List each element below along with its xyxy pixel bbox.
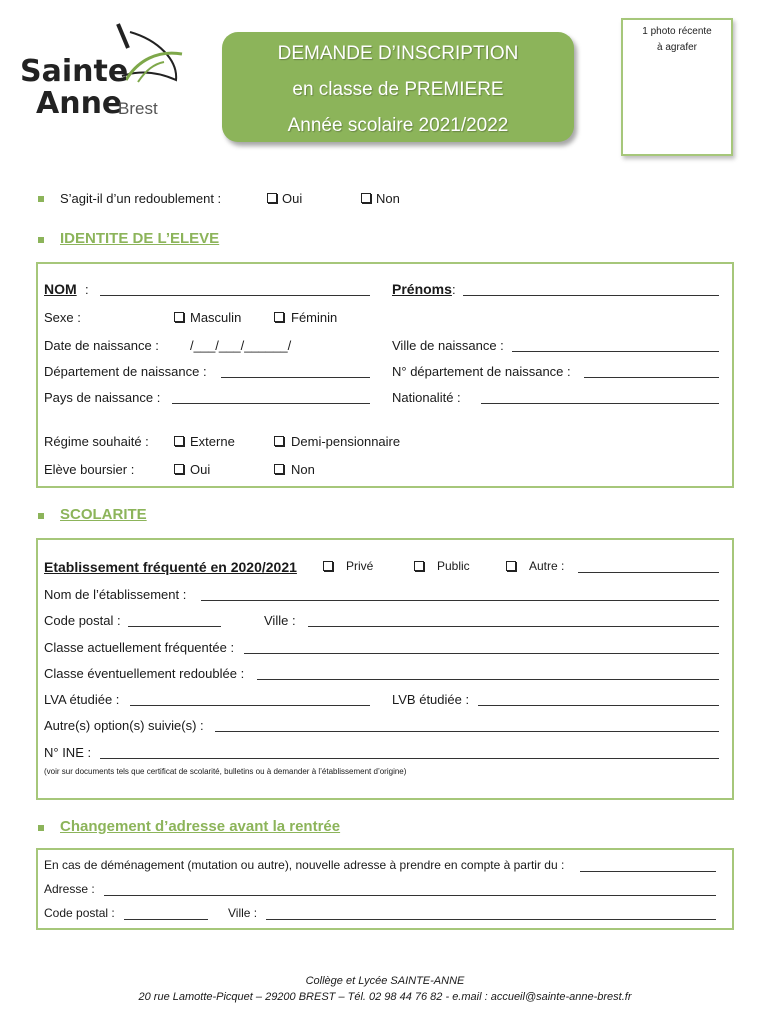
- school-logo: [18, 20, 188, 130]
- externe-checkbox[interactable]: [174, 436, 184, 446]
- logo-line1: Sainte: [20, 54, 129, 89]
- redoublement-non-checkbox[interactable]: [361, 193, 371, 203]
- prive-label: Privé: [346, 559, 374, 573]
- nom-colon: :: [85, 282, 89, 297]
- banner-line3: Année scolaire 2021/2022: [287, 115, 509, 136]
- demi-pension-label: Demi-pensionnaire: [291, 434, 401, 449]
- feminin-checkbox[interactable]: [274, 312, 284, 322]
- boursier-label: Elève boursier :: [44, 462, 135, 477]
- nom-etab-label: Nom de l’établissement :: [44, 587, 187, 602]
- feminin-label: Féminin: [291, 310, 338, 325]
- ville-field[interactable]: [308, 616, 719, 627]
- demi-pension-checkbox[interactable]: [274, 436, 284, 446]
- dept-naissance-field[interactable]: [221, 367, 370, 378]
- demenagement-label: En cas de déménagement (mutation ou autre), nouvelle adresse à prendre en compte à partir du :: [44, 858, 565, 872]
- redoublement-non-label: Non: [376, 191, 400, 206]
- ine-note: (voir sur documents tels que certificat de scolarité, bulletins ou à demander à l’établissement d’origine): [44, 767, 407, 776]
- redoublement-oui-label: Oui: [282, 191, 303, 206]
- regime-label: Régime souhaité :: [44, 434, 149, 449]
- nom-etab-field[interactable]: [201, 590, 719, 601]
- adresse-code-postal-label: Code postal :: [44, 906, 115, 920]
- code-postal-field[interactable]: [128, 616, 221, 627]
- nationalite-label: Nationalité :: [392, 390, 461, 405]
- identite-title: IDENTITE DE L’ELEVE: [60, 230, 220, 247]
- nom-label: NOM: [44, 281, 77, 297]
- autre-checkbox[interactable]: [506, 561, 516, 571]
- ville-naissance-field[interactable]: [512, 341, 719, 352]
- classe-actuelle-field[interactable]: [244, 643, 719, 654]
- boursier-oui-checkbox[interactable]: [174, 464, 184, 474]
- options-field[interactable]: [215, 721, 719, 732]
- redoublement-oui-checkbox[interactable]: [267, 193, 277, 203]
- masculin-label: Masculin: [190, 310, 242, 325]
- externe-label: Externe: [190, 434, 235, 449]
- prive-checkbox[interactable]: [323, 561, 333, 571]
- prenoms-label: Prénoms: [392, 281, 452, 297]
- footer-school-name: Collège et Lycée SAINTE-ANNE: [305, 975, 465, 987]
- bullet-icon: [38, 196, 44, 202]
- public-label: Public: [437, 559, 470, 573]
- bullet-icon: [38, 237, 44, 243]
- banner-line2: en classe de PREMIERE: [292, 79, 504, 100]
- boursier-non-checkbox[interactable]: [274, 464, 284, 474]
- banner-line1: DEMANDE D’INSCRIPTION: [277, 43, 519, 64]
- adresse-ville-field[interactable]: [266, 909, 716, 920]
- ine-label: N° INE :: [44, 745, 92, 760]
- masculin-checkbox[interactable]: [174, 312, 184, 322]
- bullet-icon: [38, 825, 44, 831]
- pays-naissance-field[interactable]: [172, 393, 370, 404]
- redoublement-label: S’agit-il d’un redoublement :: [60, 191, 222, 206]
- etab-frequente-label: Etablissement fréquenté en 2020/2021: [44, 559, 297, 575]
- demenagement-date-field[interactable]: [580, 861, 716, 872]
- photo-line2: à agrafer: [656, 42, 698, 53]
- classe-redoublee-field[interactable]: [257, 669, 719, 680]
- date-naissance-label: Date de naissance :: [44, 338, 159, 353]
- adresse-field[interactable]: [104, 885, 716, 896]
- adresse-label: Adresse :: [44, 882, 95, 896]
- bullet-icon: [38, 513, 44, 519]
- adresse-code-postal-field[interactable]: [124, 909, 208, 920]
- scolarite-title: SCOLARITE: [60, 506, 147, 523]
- dept-naissance-label: Département de naissance :: [44, 364, 207, 379]
- lvb-field[interactable]: [478, 695, 719, 706]
- ville-label: Ville :: [264, 613, 296, 628]
- adresse-ville-label: Ville :: [228, 906, 258, 920]
- boursier-oui-label: Oui: [190, 462, 211, 477]
- nationalite-field[interactable]: [481, 393, 719, 404]
- classe-actuelle-label: Classe actuellement fréquentée :: [44, 640, 235, 655]
- lva-field[interactable]: [130, 695, 370, 706]
- prenoms-colon: :: [452, 282, 456, 297]
- adresse-title: Changement d’adresse avant la rentrée: [60, 818, 341, 835]
- logo-line2: Anne: [36, 86, 123, 121]
- footer-address: 20 rue Lamotte-Picquet – 29200 BREST – Tél. 02 98 44 76 82 - e.mail : accueil@sainte-anne-brest.fr: [138, 991, 632, 1003]
- pays-naissance-label: Pays de naissance :: [44, 390, 161, 405]
- boursier-non-label: Non: [291, 462, 315, 477]
- logo-city: Brest: [118, 99, 158, 118]
- classe-redoublee-label: Classe éventuellement redoublée :: [44, 666, 245, 681]
- photo-box[interactable]: [621, 18, 733, 156]
- sexe-label: Sexe :: [44, 310, 81, 325]
- prenoms-field[interactable]: [463, 285, 719, 296]
- public-checkbox[interactable]: [414, 561, 424, 571]
- options-label: Autre(s) option(s) suivie(s) :: [44, 718, 204, 733]
- date-naissance-field[interactable]: /___/___/______/: [190, 338, 292, 353]
- nom-field[interactable]: [100, 285, 370, 296]
- num-dept-label: N° département de naissance :: [392, 364, 571, 379]
- code-postal-label: Code postal :: [44, 613, 121, 628]
- lvb-label: LVB étudiée :: [392, 692, 470, 707]
- autre-label: Autre :: [529, 559, 565, 573]
- title-banner: [222, 32, 574, 142]
- lva-label: LVA étudiée :: [44, 692, 120, 707]
- num-dept-field[interactable]: [584, 367, 719, 378]
- photo-line1: 1 photo récente: [642, 26, 712, 37]
- ville-naissance-label: Ville de naissance :: [392, 338, 504, 353]
- autre-field[interactable]: [578, 562, 719, 573]
- ine-field[interactable]: [100, 748, 719, 759]
